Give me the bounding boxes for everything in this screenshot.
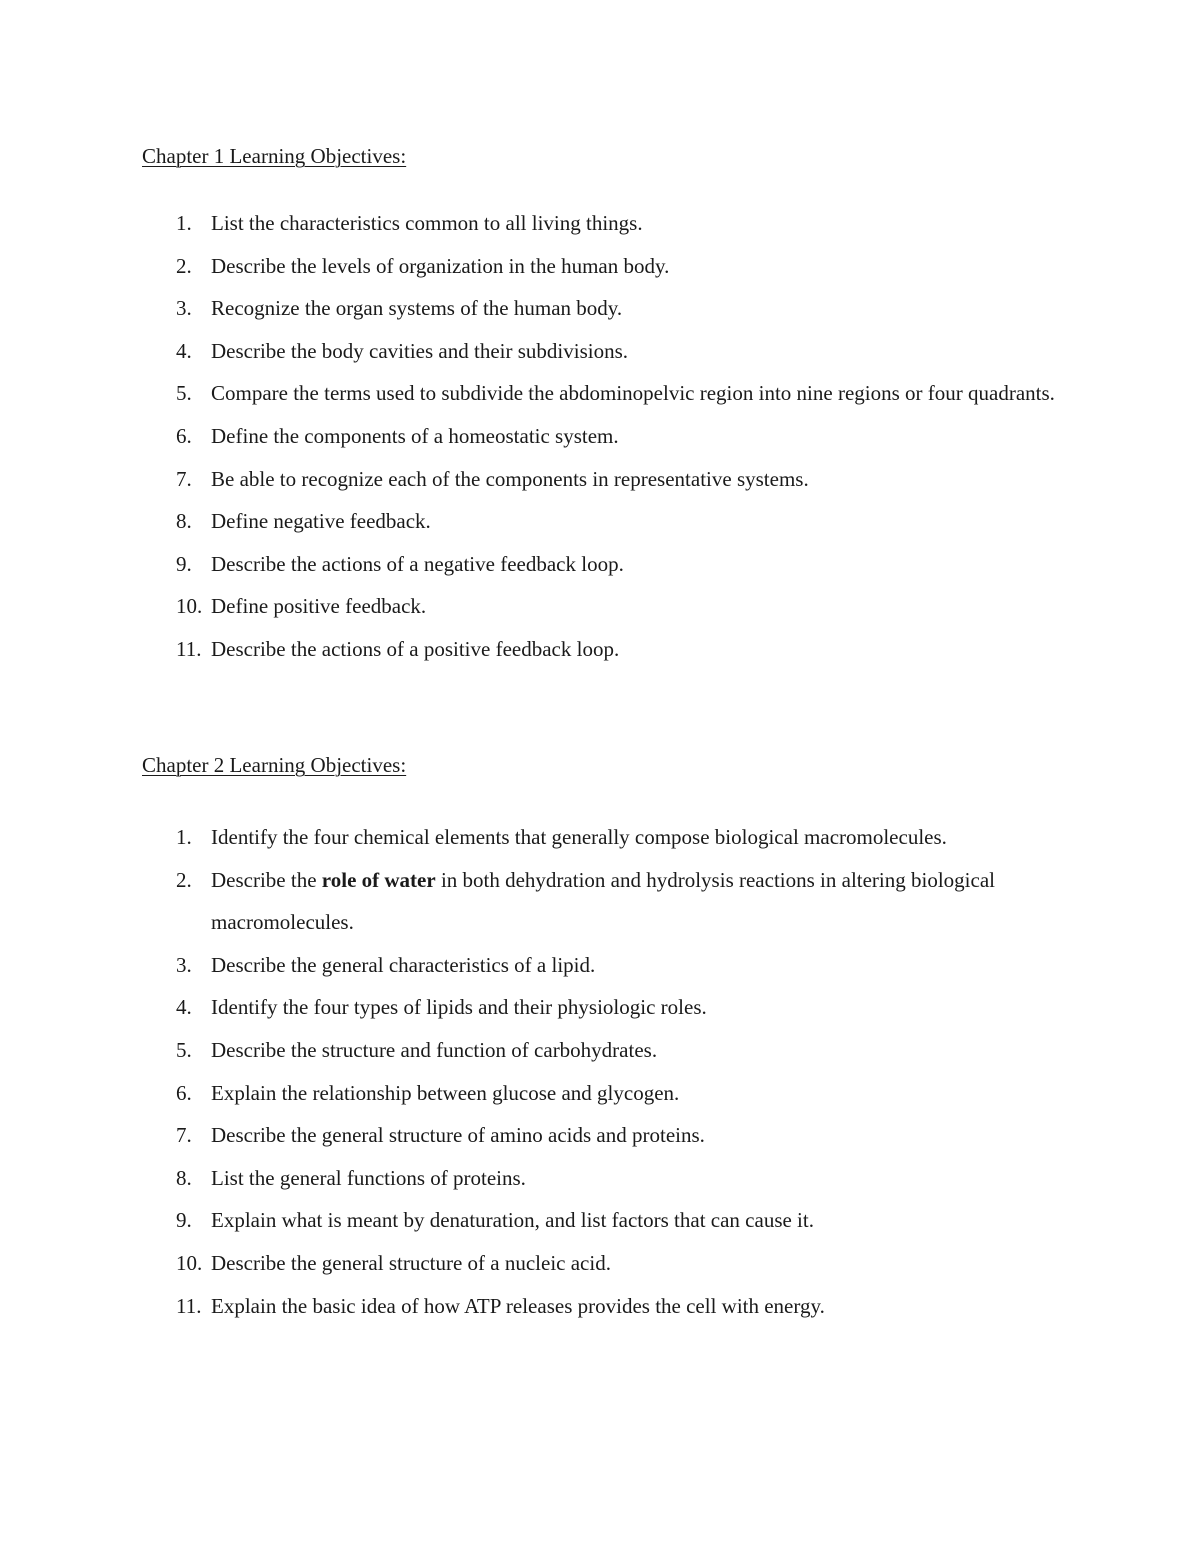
item-number: 8. <box>176 509 192 534</box>
item-text: List the characteristics common to all living things. <box>211 211 643 235</box>
chapter-1-objectives-list <box>142 202 1082 671</box>
list-item <box>142 500 1082 543</box>
item-number: 1. <box>176 211 192 235</box>
list-item <box>142 944 1082 987</box>
item-number: 5. <box>176 381 192 406</box>
item-number: 3. <box>176 952 192 977</box>
list-item <box>142 543 1082 586</box>
item-number: 2. <box>176 867 192 892</box>
item-number: 11. <box>176 636 202 661</box>
item-text: Identify the four chemical elements that generally compose biological macromolecules. <box>211 825 947 849</box>
item-text: Be able to recognize each of the components in representative systems. <box>211 466 809 491</box>
chapter-1-section <box>142 140 1082 671</box>
item-number: 8. <box>176 1165 192 1190</box>
item-text: Describe the general structure of a nucleic acid. <box>211 1250 611 1275</box>
list-item <box>142 1199 1082 1242</box>
item-text: Describe the structure and function of carbohydrates. <box>211 1037 658 1062</box>
item-text: List the general functions of proteins. <box>211 1165 526 1190</box>
item-text: Describe the actions of a negative feedback loop. <box>211 551 624 576</box>
item-number: 4. <box>176 995 192 1020</box>
item-number: 9. <box>176 551 192 576</box>
item-number: 7. <box>176 466 192 491</box>
chapter-2-heading: Chapter 2 Learning Objectives: <box>142 753 407 777</box>
item-text: Compare the terms used to subdivide the abdominopelvic region into nine regions or four quadrants. <box>211 381 1055 406</box>
item-number: 3. <box>176 296 192 321</box>
list-item <box>142 628 1082 671</box>
list-item <box>142 1029 1082 1072</box>
list-item <box>142 458 1082 501</box>
item-number: 7. <box>176 1123 192 1148</box>
item-number: 5. <box>176 1037 192 1062</box>
item-number: 4. <box>176 338 192 363</box>
item-text: Describe the general structure of amino acids and proteins. <box>211 1123 705 1148</box>
item-text: Describe the general characteristics of a lipid. <box>211 952 596 977</box>
item-number: 1. <box>176 825 192 849</box>
chapter-2-section <box>142 749 1082 1327</box>
list-item <box>142 245 1082 288</box>
list-item <box>142 330 1082 373</box>
list-item <box>142 1114 1082 1157</box>
item-text: Describe the actions of a positive feedback loop. <box>211 636 620 661</box>
item-text: Define negative feedback. <box>211 509 431 534</box>
item-text: Recognize the organ systems of the human body. <box>211 296 623 321</box>
item-text-pre: Describe the <box>211 867 322 892</box>
item-text: Explain what is meant by denaturation, and list factors that can cause it. <box>211 1208 814 1233</box>
chapter-2-objectives-list <box>142 816 1082 1327</box>
list-item <box>142 1285 1082 1328</box>
item-number: 6. <box>176 1080 192 1105</box>
item-text: Define the components of a homeostatic system. <box>211 423 619 448</box>
item-text: Identify the four types of lipids and their physiologic roles. <box>211 995 707 1020</box>
item-text: Describe the body cavities and their subdivisions. <box>211 338 628 363</box>
chapter-1-heading: Chapter 1 Learning Objectives: <box>142 144 407 168</box>
list-item <box>142 415 1082 458</box>
item-text: Explain the basic idea of how ATP releases provides the cell with energy. <box>211 1293 825 1318</box>
item-text-bold: role of water <box>321 867 436 892</box>
item-number: 2. <box>176 253 192 278</box>
item-number: 10. <box>176 594 203 619</box>
item-text: Define positive feedback. <box>211 594 427 619</box>
list-item <box>142 1242 1082 1285</box>
item-text: Describe the levels of organization in the human body. <box>211 253 670 278</box>
list-item <box>142 859 1082 944</box>
list-item <box>142 287 1082 330</box>
list-item <box>142 816 1082 859</box>
list-item <box>142 986 1082 1029</box>
list-item <box>142 1072 1082 1115</box>
item-text-post: in both dehydration and hydrolysis reactions in altering biological macromolecules. <box>211 867 995 935</box>
item-number: 6. <box>176 423 192 448</box>
list-item <box>142 372 1082 415</box>
list-item <box>142 202 1082 245</box>
list-item <box>142 1157 1082 1200</box>
item-number: 11. <box>176 1293 202 1318</box>
item-text: Explain the relationship between glucose and glycogen. <box>211 1080 680 1105</box>
item-number: 9. <box>176 1208 192 1233</box>
list-item <box>142 585 1082 628</box>
item-number: 10. <box>176 1250 203 1275</box>
